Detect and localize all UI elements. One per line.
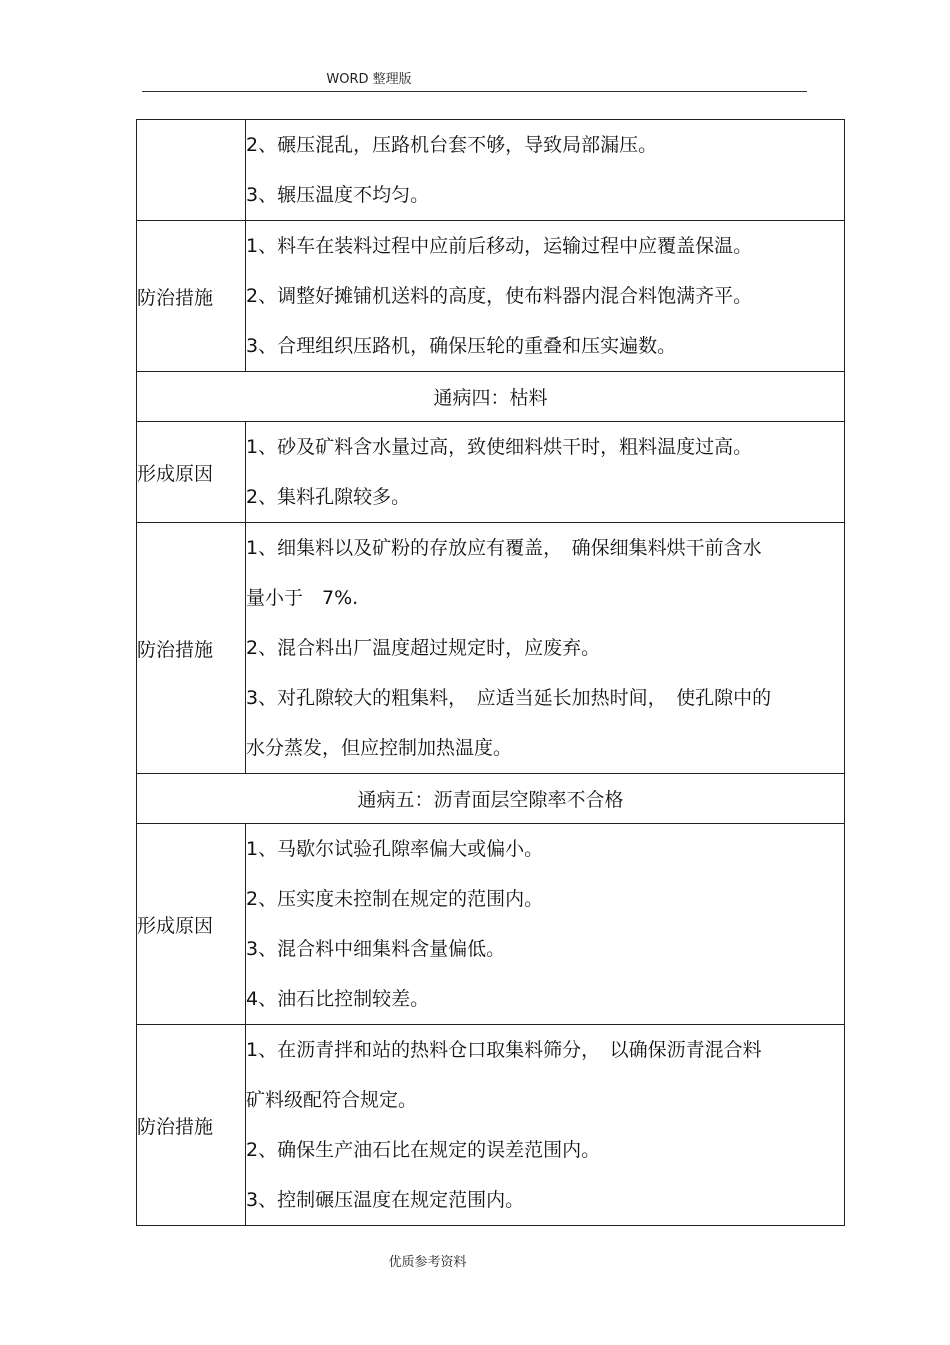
list-item: 1、料车在装料过程中应前后移动，运输过程中应覆盖保温。	[246, 235, 753, 257]
row-content	[246, 422, 845, 523]
list-item: 2、混合料出厂温度超过规定时，应废弃。	[246, 637, 601, 659]
list-item: 3、混合料中细集料含量偏低。	[246, 938, 506, 960]
row-content	[246, 120, 845, 221]
quality-issues-table	[136, 119, 845, 1226]
list-item: 3、辗压温度不均匀。	[246, 184, 430, 206]
list-item: 2、调整好摊铺机送料的高度，使布料器内混合料饱满齐平。	[246, 285, 753, 307]
row-content	[246, 824, 845, 1025]
page-header: WORD 整理版	[326, 72, 412, 87]
row-content	[246, 523, 845, 774]
table-row	[137, 523, 845, 774]
list-item: 1、在沥青拌和站的热料仓口取集料筛分， 以确保沥青混合料	[246, 1039, 762, 1061]
page-footer: 优质参考资料	[388, 1255, 467, 1270]
table-row	[137, 221, 845, 372]
list-item: 2、集料孔隙较多。	[246, 486, 411, 508]
row-label: 形成原因	[137, 422, 246, 523]
table-row	[137, 1025, 845, 1226]
table-row	[137, 422, 845, 523]
list-item: 3、对孔隙较大的粗集料， 应适当延长加热时间， 使孔隙中的	[246, 687, 772, 709]
list-item: 3、控制碾压温度在规定范围内。	[246, 1189, 525, 1211]
list-item: 1、砂及矿料含水量过高，致使细料烘干时，粗料温度过高。	[246, 436, 753, 458]
list-item: 2、碾压混乱，压路机台套不够，导致局部漏压。	[246, 134, 658, 156]
list-item: 1、马歇尔试验孔隙率偏大或偏小。	[246, 838, 544, 860]
section-heading-row	[137, 774, 845, 824]
table-row	[137, 120, 845, 221]
section-heading: 通病五：沥青面层空隙率不合格	[137, 774, 845, 824]
list-item: 4、油石比控制较差。	[246, 988, 430, 1010]
row-content	[246, 221, 845, 372]
list-item: 3、合理组织压路机，确保压轮的重叠和压实遍数。	[246, 335, 677, 357]
row-content	[246, 1025, 845, 1226]
list-item: 量小于 7%.	[246, 587, 359, 609]
list-item: 2、压实度未控制在规定的范围内。	[246, 888, 544, 910]
list-item: 1、细集料以及矿粉的存放应有覆盖， 确保细集料烘干前含水	[246, 537, 762, 559]
row-label	[137, 120, 246, 221]
row-label: 防治措施	[137, 1025, 246, 1226]
list-item: 水分蒸发，但应控制加热温度。	[246, 737, 513, 759]
table-row	[137, 824, 845, 1025]
row-label: 形成原因	[137, 824, 246, 1025]
list-item: 矿料级配符合规定。	[246, 1089, 418, 1111]
row-label: 防治措施	[137, 221, 246, 372]
section-heading-row	[137, 372, 845, 422]
header-divider	[142, 91, 807, 92]
list-item: 2、确保生产油石比在规定的误差范围内。	[246, 1139, 601, 1161]
section-heading: 通病四：枯料	[137, 372, 845, 422]
row-label: 防治措施	[137, 523, 246, 774]
